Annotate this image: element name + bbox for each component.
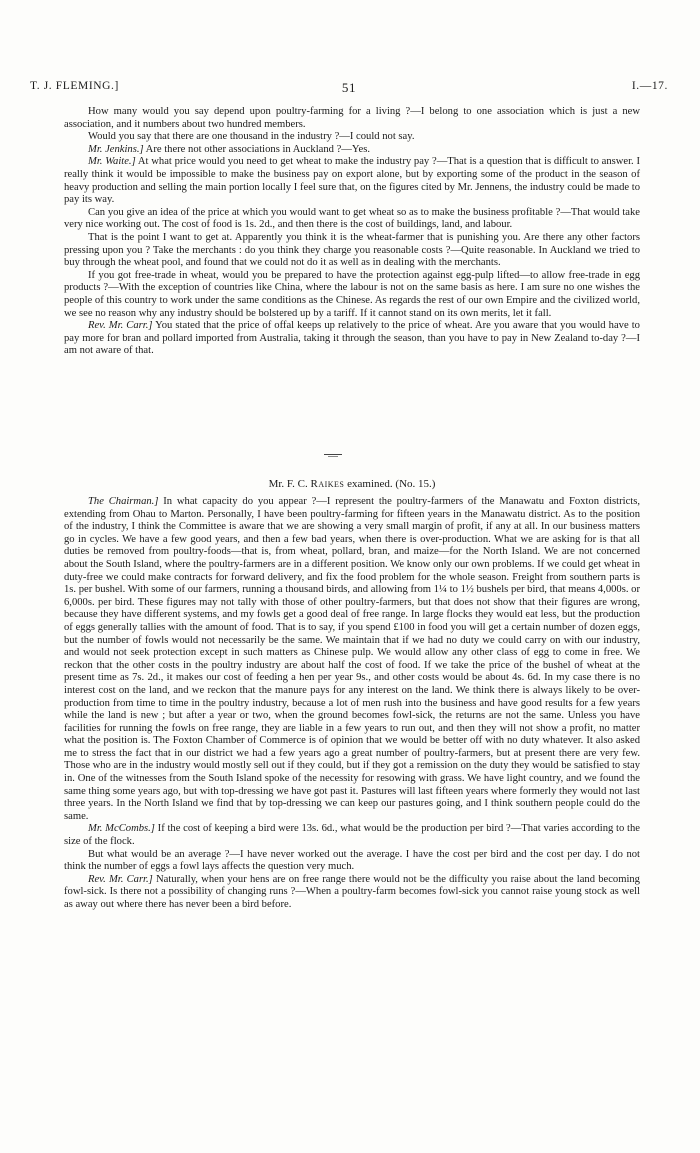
paragraph: That is the point I want to get at. Apparently you think it is the wheat-farmer that is punishing you. Are there any other factors pressing upon you ? Take the merchants : do you think they charge you reasonable costs ?—Quite reasonable. In Auckland we tried to buy through the wheat pool, and found that we could not do it as well as in dealing with the merchants. (64, 231, 640, 269)
paragraph: Mr. McCombs.] If the cost of keeping a bird were 13s. 6d., what would be the production per bird ?—That varies according to the size of the flock. (64, 823, 640, 848)
page-number: 51 (341, 80, 357, 95)
page-header (30, 80, 668, 96)
paragraph: Rev. Mr. Carr.] Naturally, when your hens are on free range there would not be the difficulty you raise about the land becoming fowl-sick. Is there not a possibility of changing runs ?—When a poultry-farm becomes fowl-sick you cannot raise young stock as well as away out where there has never been a bird before. (64, 873, 640, 910)
section-divider (324, 454, 342, 455)
paragraph: Mr. Waite.] At what price would you need to get wheat to make the industry pay ?—That is a question that is difficult to answer. I really think it would be impossible to make the business pay on export alone, but by exporting some of the product in the season of heavy production and selling the main portion locally I feel sure that, on the figures cited by Mr. Jennens, the industry could be made to pay its way. (64, 156, 640, 206)
section-divider-dot (328, 456, 338, 457)
paragraph: Can you give an idea of the price at which you would want to get wheat so as to make the business profitable ?—That would take very nice working out. The cost of food is 1s. 2d., and then there is the cost of buildings, land, and labour. (64, 206, 640, 231)
paragraph: Rev. Mr. Carr.] You stated that the price of offal keeps up relatively to the price of wheat. Are you aware that you would have to pay more for bran and pollard imported from Australia, taking it through the season, than you have to pay in New Zealand to-day ?—I am not aware of that. (64, 320, 640, 357)
paragraph: But what would be an average ?—I have never worked out the average. I have the cost per bird and the cost per day. I do not think the number of eggs a fowl lays affects the question very much. (64, 848, 640, 873)
paragraph: If you got free-trade in wheat, would you be prepared to have the protection against egg-pulp lifted—to allow free-trade in egg products ?—With the exception of countries like China, where the labour is not on the same basis as here. I am sure no one wishes the people of this country to work under the same conditions as the Chinese. As regards the rest of our own Empire and the civilized world, we see no reason why any industry should be bolstered up by a tariff. If it cannot stand on its own merits, let it fall. (64, 269, 640, 319)
testimony-part-1 (64, 106, 640, 358)
paragraph: How many would you say depend upon poultry-farming for a living ?—I belong to one association which is just a new association, and it numbers about two hundred members. (64, 106, 640, 130)
testimony-part-2 (64, 496, 640, 912)
header-witness-name: T. J. FLEMING.] (30, 80, 119, 92)
paragraph: The Chairman.] In what capacity do you appear ?—I represent the poultry-farmers of the Manawatu and Foxton districts, extending from Ohau to Marton. Personally, I have been poultry-farming for fifteen years in the Manawatu district. As to the position of the industry, I think the Committee is aware that we are showing a very small margin of profit, if any at all. In our business matters go in cycles. We have a few good years, and then a few bad years, when there is over-production. What we are asking for is that all duties be removed from poultry-foods—that is, from wheat, pollard, bran, and maize—for the North Island. We are not concerned about the South Island, where the poultry-farmers are in a different position. We know only our own problems. If we could get wheat in duty-free we could make contracts for forward delivery, and fix the food problem for the whole season. Freight from southern parts is 1s. per bushel. With some of our farmers, running a thousand birds, and allowing from 1¼ to 1½ bushels per bird, that means 4,000s. or 6,000s. per bird. These figures may not tally with those of other poultry-farmers, but that does not show that their figures are wrong, because they have different systems, and my fowls get a good deal of free range. In large flocks they would eat less, but the production of eggs generally tallies with the amount of food. That is to say, if you spend £100 in food you will get a certain number of dozen eggs, but the number of fowls would not necessarily be the same. We maintain that if we had no duty we could carry on with our industry, and would not seek protection except in such matters as Chinese pulp. We would allow any other class of egg to come in free. We reckon that the other costs in the poultry industry are about half the cost of food. If we take the price of the bushel of wheat at the present time as 7s. 2d., it makes our cost of feeding a hen per year 9s., and other costs would be about 4s. 6d. In my case there is no interest cost on the land, and we reckon that the manure pays for any interest on the land. We think there is always likely to be over-production from time to time in the poultry industry, because a lot of men rush into the business and have good results for a few years while the land is new ; but after a year or two, when the ground becomes fowl-sick, the returns are not the same. Unless you have facilities for running the fowls on free range, they are liable in a few years to run out, and then they will not show a profit, no matter what the position is. The Foxton Chamber of Commerce is of opinion that we would be better off with no duty whatever. It also asked me to stress the fact that in our district we had a few years ago a great number of poultry-farmers, but at present there are very few. Those who are in the industry would mostly sell out if they could, but if they got a remission on the duty they would be satisfied to stay in. One of the witnesses from the South Island spoke of the necessity for resowing with grass. We have light country, and we found the same thing some years ago, but with top-dressing we have got past it. Pastures will last fifteen years where formerly they would not last three years. In the North Island we find that by top-dressing we can keep our pastures going, and I think southern people could do the same. (64, 496, 640, 822)
document-reference: I.—17. (631, 80, 668, 92)
paragraph: Mr. Jenkins.] Are there not other associations in Auckland ?—Yes. (88, 143, 370, 155)
witness-heading: Mr. F. C. Raikes examined. (No. 15.) (268, 478, 436, 490)
witness-name: Raikes (310, 478, 345, 490)
paragraph: Would you say that there are one thousand in the industry ?—I could not say. (88, 131, 415, 143)
